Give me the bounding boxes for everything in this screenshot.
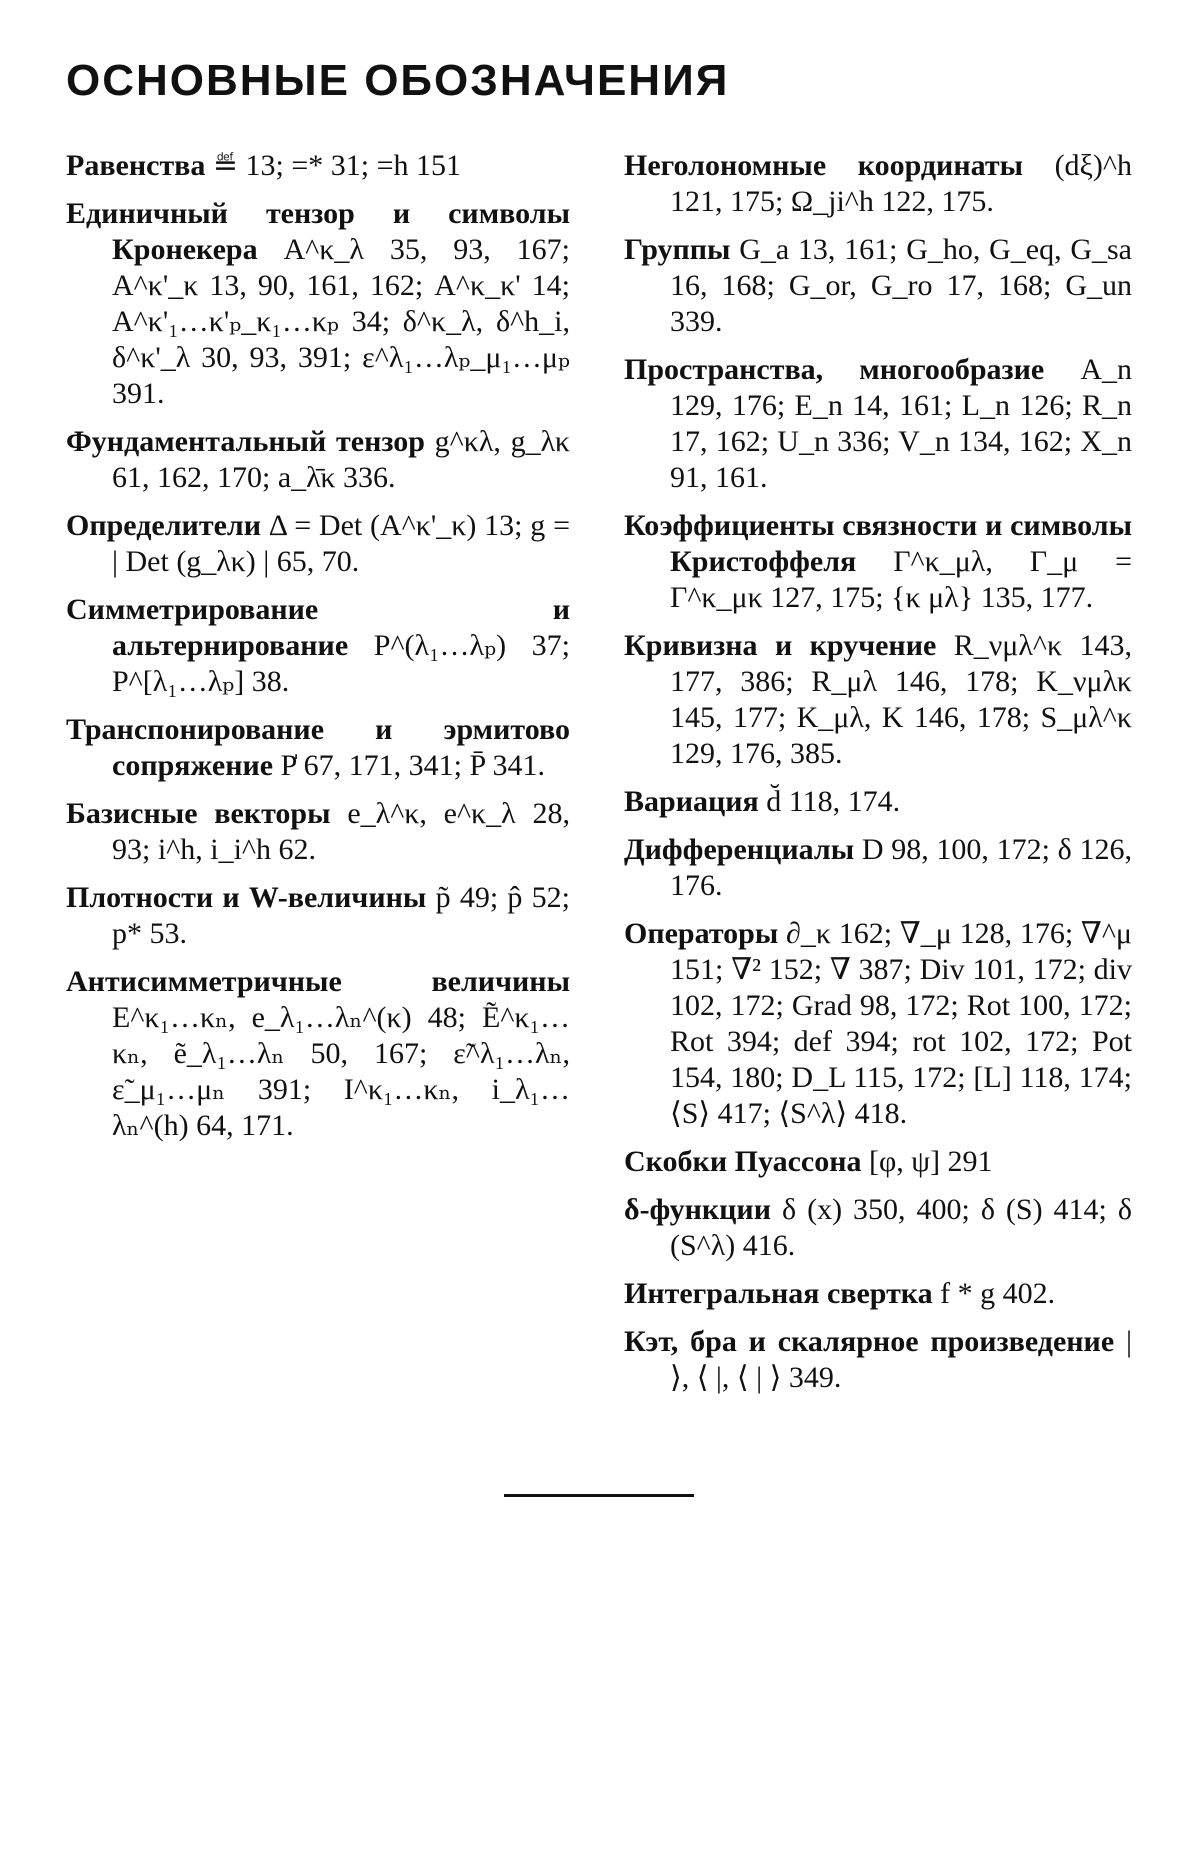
entry-convolution <box>624 1276 1132 1312</box>
entry-poisson-brackets <box>624 1144 1132 1180</box>
entry-differentials <box>624 832 1132 904</box>
entry-head: Плотности и W-величины <box>66 881 427 914</box>
entry-unit-tensor <box>66 196 570 412</box>
entry-head: δ-функции <box>624 1193 771 1226</box>
entry-refs: ≝ 13; =* 31; =h 151 <box>212 149 462 182</box>
entry-refs: P^(λ₁…λₚ) 37; P^[λ₁…λₚ] 38. <box>112 629 570 698</box>
entry-spaces <box>624 352 1132 496</box>
entry-antisymmetric <box>66 964 570 1144</box>
entry-head: Группы <box>624 233 731 266</box>
entry-head: Скобки Пуассона <box>624 1145 862 1178</box>
entry-refs: | ⟩, ⟨ |, ⟨ | ⟩ 349. <box>670 1325 1132 1394</box>
entry-head: Симметрирование и альтернирование <box>66 593 570 662</box>
entry-refs: δ (x) 350, 400; δ (S) 414; δ (S^λ) 416. <box>670 1193 1133 1262</box>
entry-refs: A^κ_λ 35, 93, 167; A^κ'_κ 13, 90, 161, 162; A^κ_κ' 14; A^κ'₁…κ'ₚ_κ₁…κₚ 34; δ^κ_λ, δ^h_i, δ^κ'_λ 30, 93, 391; ε^λ₁…λₚ_μ₁…μₚ 391. <box>112 233 570 410</box>
entry-head: Единичный тензор и символы Кронекера <box>66 197 570 266</box>
entry-head: Фундаментальный тензор <box>66 425 425 458</box>
page-title: ОСНОВНЫЕ ОБОЗНАЧЕНИЯ <box>66 56 730 105</box>
entry-operators <box>624 916 1132 1132</box>
entry-head: Вариация <box>624 785 759 818</box>
entry-refs: g^κλ, g_λκ 61, 162, 170; a_λ̄κ 336. <box>112 425 571 494</box>
entry-symmetrization <box>66 592 570 700</box>
entry-refs: R_νμλ^κ 143, 177, 386; R_μλ 146, 178; K_νμλκ 145, 177; K_μλ, K 146, 178; S_μλ^κ 129, 176, 385. <box>670 629 1132 770</box>
entry-head: Определители <box>66 509 261 542</box>
entry-head: Кэт, бра и скалярное произведение <box>624 1325 1115 1358</box>
entry-bra-ket <box>624 1324 1132 1396</box>
entry-refs: G_a 13, 161; G_ho, G_eq, G_sa 16, 168; G_or, G_ro 17, 168; G_un 339. <box>670 233 1132 338</box>
entry-groups <box>624 232 1132 340</box>
entry-refs: Δ = Det (A^κ'_κ) 13; g = | Det (g_λκ) | 65, 70. <box>112 509 570 578</box>
left-column <box>66 148 570 1156</box>
entry-head: Кривизна и кручение <box>624 629 937 662</box>
right-column <box>624 148 1132 1408</box>
entry-refs: e_λ^κ, e^κ_λ 28, 93; i^h, i_i^h 62. <box>112 797 570 866</box>
entry-determinants <box>66 508 570 580</box>
entry-refs: ∂_κ 162; ∇_μ 128, 176; ∇^μ 151; ∇² 152; ∇ 387; Div 101, 172; div 102, 172; Grad 98, 172; Rot 100, 172; Rot 394; def 394; rot 102, 172; Pot 154, 180; D_L 115, 172; [L] 118, 174; ⟨S⟩ 417; ⟨S^λ⟩ 418. <box>670 917 1132 1130</box>
entry-head: Дифференциалы <box>624 833 855 866</box>
entry-refs: E^κ₁…κₙ, e_λ₁…λₙ^(κ) 48; Ẽ^κ₁…κₙ, ẽ_λ₁…λₙ 50, 167; ε̃^λ₁…λₙ, ε̃_μ₁…μₙ 391; I^κ₁…κₙ, i_λ₁…λₙ^(h) 64, 171. <box>112 1001 570 1142</box>
entry-refs: [φ, ψ] 291 <box>868 1145 993 1178</box>
entry-basis-vectors <box>66 796 570 868</box>
entry-head: Коэффициенты связности и символы Кристоффеля <box>624 509 1132 578</box>
entry-head: Неголономные координаты <box>624 149 1023 182</box>
entry-head: Транспонирование и эрмитово сопряжение <box>66 713 570 782</box>
entry-head: Равенства <box>66 149 206 182</box>
entry-refs: d̆ 118, 174. <box>766 785 901 818</box>
entry-fundamental-tensor <box>66 424 570 496</box>
end-rule <box>504 1494 694 1497</box>
entry-transposition <box>66 712 570 784</box>
entry-refs: Γ^κ_μλ, Γ_μ = Γ^κ_μκ 127, 175; {κ μλ} 135, 177. <box>670 545 1133 614</box>
entry-refs: (dξ)^h 121, 175; Ω_ji^h 122, 175. <box>670 149 1132 218</box>
entry-variation <box>624 784 1132 820</box>
entry-equalities <box>66 148 570 184</box>
entry-head: Базисные векторы <box>66 797 331 830</box>
entry-head: Операторы <box>624 917 779 950</box>
entry-head: Интегральная свертка <box>624 1277 933 1310</box>
entry-densities <box>66 880 570 952</box>
entry-anholonomic-coordinates <box>624 148 1132 220</box>
entry-refs: p̃ 49; p̂ 52; p* 53. <box>112 881 571 950</box>
entry-connection-coefficients <box>624 508 1132 616</box>
entry-refs: A_n 129, 176; E_n 14, 161; L_n 126; R_n 17, 162; U_n 336; V_n 134, 162; X_n 91, 161. <box>670 353 1132 494</box>
entry-refs: P̍ 67, 171, 341; P̄ 341. <box>280 749 546 782</box>
entry-refs: f * g 402. <box>940 1277 1056 1310</box>
entry-head: Антисимметричные величины <box>66 965 570 998</box>
entry-delta-functions <box>624 1192 1132 1264</box>
entry-curvature-torsion <box>624 628 1132 772</box>
entry-refs: D 98, 100, 172; δ 126, 176. <box>670 833 1132 902</box>
entry-head: Пространства, многообразие <box>624 353 1045 386</box>
